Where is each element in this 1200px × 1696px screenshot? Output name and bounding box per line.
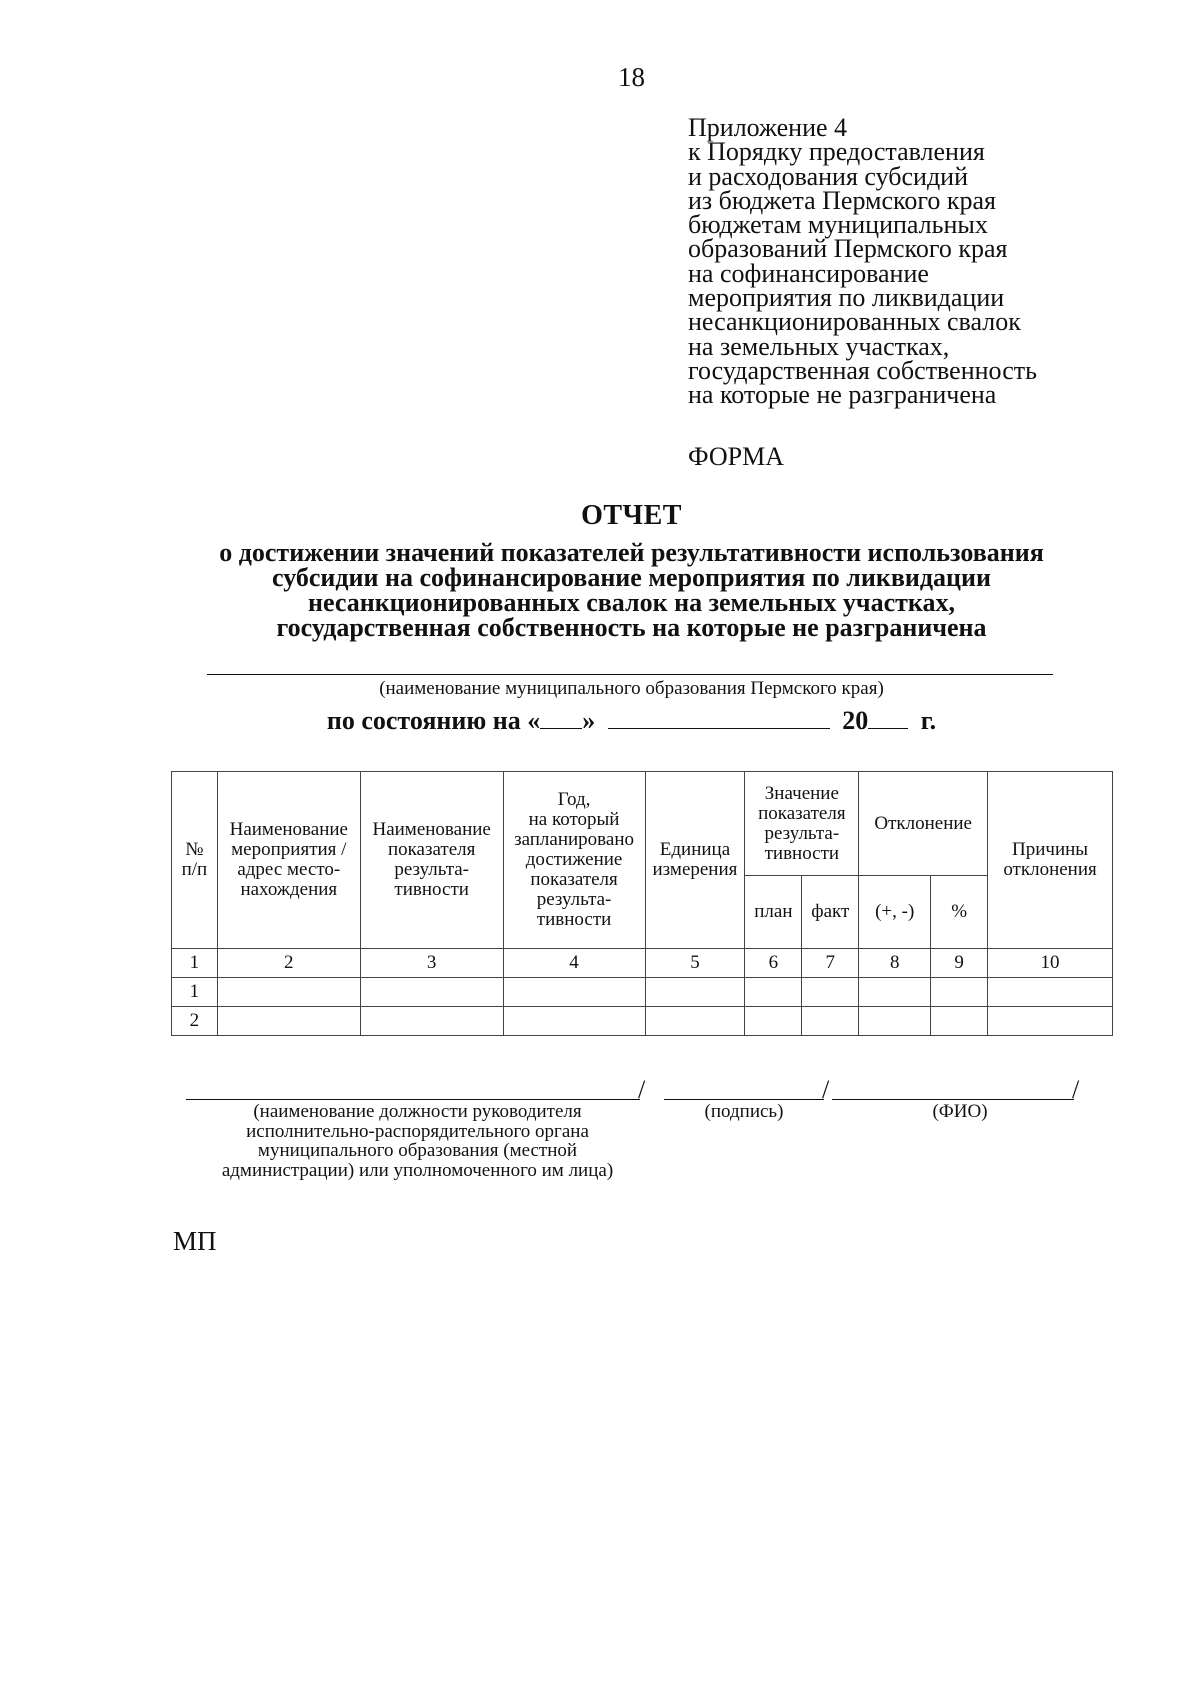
table-cell[interactable] (802, 978, 859, 1007)
header-fact: факт (802, 876, 859, 949)
table-cell[interactable] (859, 978, 931, 1007)
position-signature-line (186, 1099, 640, 1100)
column-number: 8 (859, 949, 931, 978)
table-cell[interactable] (988, 1007, 1113, 1036)
header-num: № п/п (172, 772, 218, 949)
row-number: 1 (172, 978, 218, 1007)
column-number: 4 (503, 949, 645, 978)
header-plan: план (745, 876, 802, 949)
header-value-group: Значение показателя результа- тивности (745, 772, 859, 876)
table-cell[interactable] (745, 1007, 802, 1036)
year-suffix: г. (920, 706, 937, 735)
month-blank (608, 708, 830, 729)
header-year: Год, на который запланировано достижение показателя результа- тивности (503, 772, 645, 949)
slash-1: / (638, 1075, 646, 1104)
page-number: 18 (618, 62, 645, 92)
report-table (171, 771, 1113, 1036)
name-caption: (ФИО) (932, 1101, 988, 1122)
column-number: 1 (172, 949, 218, 978)
table-row (172, 978, 1113, 1007)
day-blank (540, 708, 582, 729)
table-cell[interactable] (503, 1007, 645, 1036)
header-plus-minus: (+, -) (859, 876, 931, 949)
table-cell[interactable] (360, 978, 503, 1007)
table-cell[interactable] (645, 1007, 745, 1036)
column-number: 2 (217, 949, 360, 978)
header-reasons: Причины отклонения (988, 772, 1113, 949)
column-number: 10 (988, 949, 1113, 978)
header-unit: Единица измерения (645, 772, 745, 949)
column-number: 3 (360, 949, 503, 978)
table-cell[interactable] (745, 978, 802, 1007)
report-title: ОТЧЕТ (581, 500, 682, 531)
report-subtitle: о достижении значений показателей результативности использования субсидии на софинансирование мероприятия по ликвидации несанкционированных свалок на земельных участках, государственная собственность на которые не разграничена (219, 538, 1044, 642)
table-cell[interactable] (988, 978, 1113, 1007)
column-number: 7 (802, 949, 859, 978)
table-cell[interactable] (645, 978, 745, 1007)
row-number: 2 (172, 1007, 218, 1036)
year-blank (868, 708, 908, 729)
table-cell[interactable] (217, 1007, 360, 1036)
header-indicator: Наименование показателя результа- тивности (360, 772, 503, 949)
form-label: ФОРМА (688, 442, 784, 471)
column-number: 9 (931, 949, 988, 978)
year-prefix: 20 (842, 706, 869, 735)
date-prefix: по состоянию на « (326, 706, 541, 735)
column-number: 5 (645, 949, 745, 978)
slash-3: / (1072, 1075, 1080, 1104)
table-cell[interactable] (217, 978, 360, 1007)
sign-signature-line (664, 1099, 824, 1100)
municipality-field-line (207, 674, 1053, 675)
report-date-line (0, 706, 1200, 736)
table-cell[interactable] (360, 1007, 503, 1036)
stamp-place: МП (173, 1226, 217, 1256)
table-row (172, 1007, 1113, 1036)
table-cell[interactable] (931, 978, 988, 1007)
header-event: Наименование мероприятия / адрес место- нахождения (217, 772, 360, 949)
date-close-quote: » (582, 706, 596, 735)
slash-2: / (822, 1075, 830, 1104)
sign-caption: (подпись) (704, 1101, 784, 1122)
table-cell[interactable] (859, 1007, 931, 1036)
header-deviation-group: Отклонение (859, 772, 988, 876)
column-number: 6 (745, 949, 802, 978)
table-cell[interactable] (503, 978, 645, 1007)
appendix-note: Приложение 4 к Порядку предоставления и расходования субсидий из бюджета Пермского края бюджетам муниципальных образований Пермского края на софинансирование мероприятия по ликвидации несанкционированных свалок на земельных участках, государственная собственность на которые не разграничена (688, 113, 1037, 410)
name-signature-line (832, 1099, 1074, 1100)
position-caption: (наименование должности руководителя исполнительно-распорядительного органа муниципального образования (местной администрации) или уполномоченного им лица) (221, 1101, 614, 1181)
header-percent: % (931, 876, 988, 949)
table-cell[interactable] (802, 1007, 859, 1036)
table-cell[interactable] (931, 1007, 988, 1036)
column-number-row (172, 949, 1113, 978)
municipality-caption: (наименование муниципального образования Пермского края) (379, 678, 884, 699)
